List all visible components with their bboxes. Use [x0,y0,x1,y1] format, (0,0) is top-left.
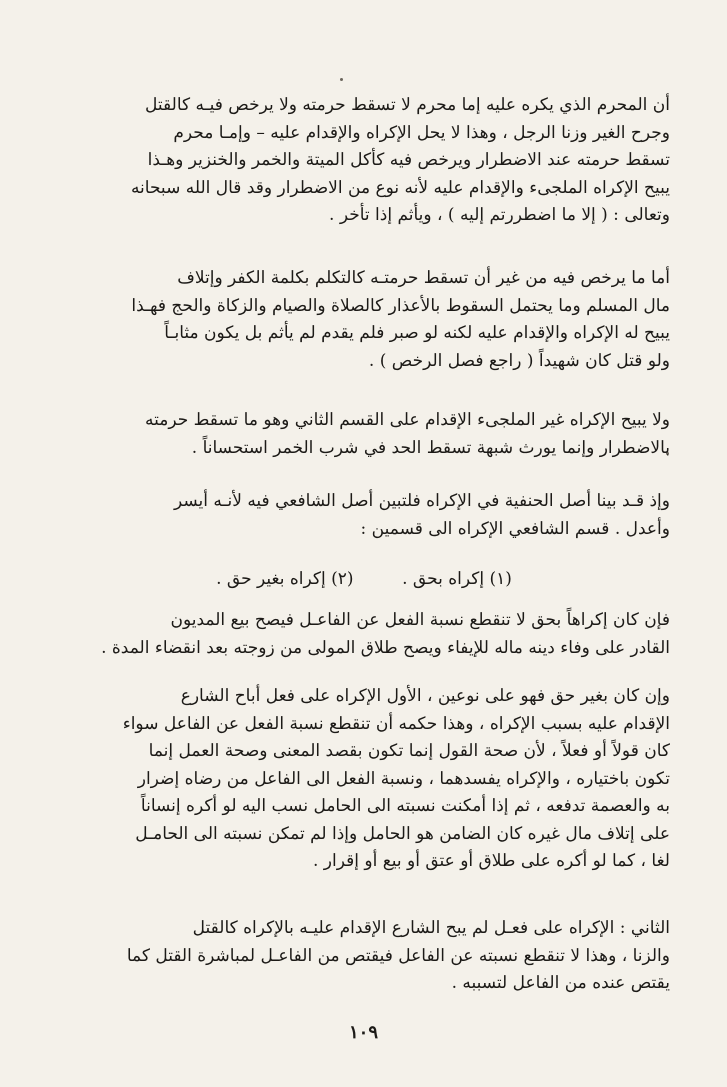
enumerated-list [58,566,670,594]
ink-speck [340,78,343,81]
text-line: فإن كان إكراهاً بحق لا تنقطع نسبة الفعل عن الفاعـل فيصح بيع المديون [170,610,670,630]
page-number: ١٠٩ [348,1022,378,1043]
paragraph-3 [58,407,670,462]
text-line: وتعالى : ( إلا ما اضطررتم إليه ) ، ويأثم إذا تأخر . [329,205,670,225]
text-line: أن المحرم الذي يكره عليه إما محرم لا تسقط حرمته ولا يرخص فيـه كالقتل [145,95,670,115]
paragraph-6 [58,683,670,876]
text-line: كان قولاً أو فعلاً ، لأن صحة القول إنما تكون بقصد المعنى وصحة العمل إنما [148,741,670,761]
text-line: ولا يبيح الإكراه غير الملجىء الإقدام على القسم الثاني وهو ما تسقط حرمته [145,410,670,430]
list-item: (١) إكراه بحق . (٢) إكراه بغير حق . [216,569,512,589]
text-line: مال المسلم وما يحتمل السقوط بالأعذار كالصلاة والصيام والزكاة والحج فهـذا [131,295,670,316]
text-line: تسقط حرمته عند الاضطرار ويرخص فيه كأكل الميتة والخمر والخنزير وهـذا [147,150,670,170]
text-line: الإقدام عليه بسبب الإكراه ، وهذا حكمه أن تنقطع نسبة الفعل عن الفاعل سواء [122,713,670,734]
text-line: يبيح له الإكراه والإقدام عليه لكنه لو صبر فلم يقدم لم يأثم بل يكون مثابـاً [164,323,670,343]
text-line: به والعصمة تدفعه ، ثم إذا أمكنت نسبته الى الحامل نسب اليه لو أكره إنساناً [140,796,670,816]
paragraph-2 [58,265,670,375]
paragraph-5 [58,607,670,662]
text-line: يقتص عنده من الفاعل لتسببه . [451,973,670,993]
text-line: وأعدل . قسم الشافعي الإكراه الى قسمين : [360,518,670,539]
text-line: ولو قتل كان شهيداً ( راجع فصل الرخص ) . [368,350,670,371]
text-line: على إتلاف مال غيره كان الضامن هو الحامل وإذا لم تمكن نسبته الى الحامـل [135,823,670,844]
text-line: والزنا ، وهذا لا تنقطع نسبته عن الفاعل فيقتص من الفاعـل لمباشرة القتل كما [126,945,670,966]
text-line: الثاني : الإكراه على فعـل لم يبح الشارع الإقدام عليـه بالإكراه كالقتل [192,918,670,938]
text-line: وإن كان بغير حق فهو على نوعين ، الأول الإكراه على فعل أباح الشارع [180,686,670,706]
paragraph-7 [58,915,670,998]
text-line: تكون باختياره ، والإكراه يفسدهما ، ونسبة الفعل الى الفاعل من رضاه إضرار [137,768,670,789]
text-line: القادر على وفاء دينه ماله للإيفاء ويصح طلاق المولى من زوجته بعد انقضاء المدة . [101,637,670,658]
paragraph-4 [58,488,670,543]
text-line: يبيح الإكراه الملجىء والإقدام عليه لأنه نوع من الاضطرار وقد قال الله سبحانه [130,177,670,198]
text-line: بالاضطرار وإنما يورث شبهة تسقط الحد في شرب الخمر استحساناً . [191,437,670,458]
text-line: وإذ قـد بينا أصل الحنفية في الإكراه فلتبين أصل الشافعي فيه لأنـه أيسر [173,491,670,511]
text-line: وجرح الغير وزنا الرجل ، وهذا لا يحل الإكراه والإقدام عليه – وإمـا محرم [173,122,670,143]
paragraph-1 [58,92,670,230]
text-line: أما ما يرخص فيه من غير أن تسقط حرمتـه كالتكلم بكلمة الكفر وإتلاف [177,268,670,288]
text-line: لغا ، كما لو أكره على طلاق أو عتق أو بيع أو إقرار . [313,851,670,871]
